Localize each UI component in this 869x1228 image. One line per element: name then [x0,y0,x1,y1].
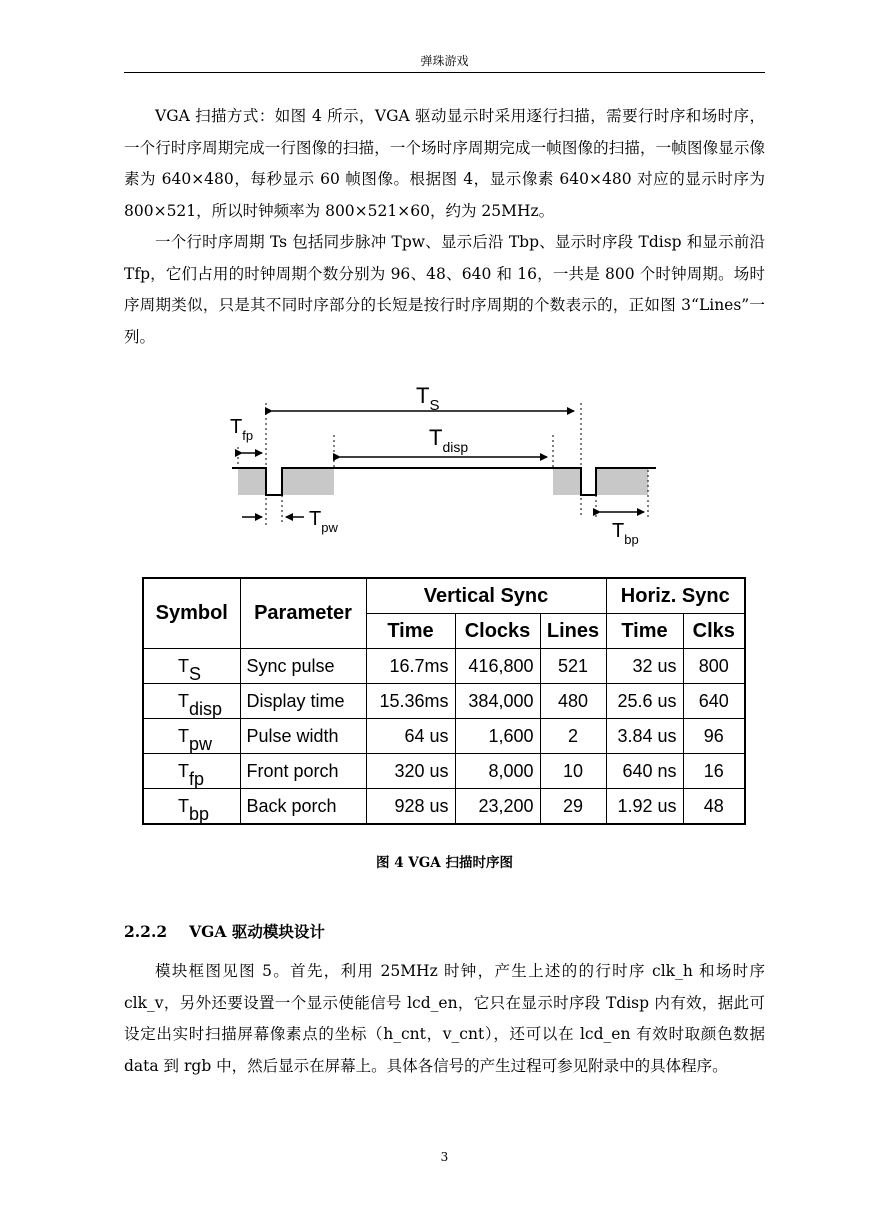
clocks-cell: 1,600 [455,719,540,754]
parameter-cell: Pulse width [240,719,366,754]
header-horizontal-sync: Horiz. Sync [606,578,745,614]
vtime-cell: 320 us [366,754,455,789]
parameter-cell: Front porch [240,754,366,789]
clks-cell: 640 [683,684,745,719]
paragraph-module-design: 模块框图见图 5。首先，利用 25MHz 时钟，产生上述的的行时序 clk_h 和场时序 clk_v，另外还要设置一个显示使能信号 lcd_en，它只在显示时序段 Tdisp 内有效，据此可设定出实时扫描屏幕像素点的坐标（h_cnt，v_cnt），还可以在 lcd_en 有效时取颜色数据 data 到 rgb 中，然后显示在屏幕上。具体各信号的产生过程可参见附录中的具体程序。 [124,962,765,1075]
clks-cell: 16 [683,754,745,789]
paragraph-line-period: 一个行时序周期 Ts 包括同步脉冲 Tpw、显示后沿 Tbp、显示时序段 Tdisp 和显示前沿 Tfp，它们占用的时钟周期个数分别为 96、48、640 和 16，一共是 800 个时钟周期。场时序周期类似，只是其不同时序部分的长短是按行时序周期的个数表示的，正如图 3“Lines”一列。 [124,233,765,346]
header-htime: Time [606,614,683,649]
section-number: 2.2.2 [124,922,168,941]
tbp-label: $T_{bp}$ [612,520,639,547]
symbol-cell: TS [143,649,240,684]
section-heading [124,920,325,942]
htime-cell: 32 us [606,649,683,684]
lines-cell: 521 [540,649,606,684]
table-header-row [143,578,745,614]
clocks-cell: 384,000 [455,684,540,719]
lines-cell: 10 [540,754,606,789]
table-row [143,719,745,754]
paragraph-vga-scan: VGA 扫描方式：如图 4 所示，VGA 驱动显示时采用逐行扫描，需要行时序和场时序，一个行时序周期完成一行图像的扫描，一个场时序周期完成一帧图像的扫描，一帧图像显示像素为 640×480，每秒显示 60 帧图像。根据图 4，显示像素 640×480 对应的显示时序为 800×521，所以时钟频率为 800×521×60，约为 25MHz。 [124,107,765,220]
lines-cell: 29 [540,789,606,825]
clocks-cell: 23,200 [455,789,540,825]
symbol-cell: Tpw [143,719,240,754]
vtime-cell: 16.7ms [366,649,455,684]
header-symbol: Symbol [143,578,240,649]
clks-cell: 48 [683,789,745,825]
porch-shade-left-2 [282,468,334,495]
parameter-cell: Back porch [240,789,366,825]
header-clocks: Clocks [455,614,540,649]
timing-parameter-table-wrapper [142,577,746,825]
section-title: VGA 驱动模块设计 [189,922,325,941]
timing-parameter-table [142,577,746,825]
htime-cell: 640 ns [606,754,683,789]
tfp-label: $T_{fp}$ [230,416,254,443]
htime-cell: 3.84 us [606,719,683,754]
clocks-cell: 8,000 [455,754,540,789]
ts-label: $T_S$ [416,383,440,414]
porch-shade-right-2 [596,468,648,495]
header-lines: Lines [540,614,606,649]
lines-cell: 480 [540,684,606,719]
figure-caption: 图 4 VGA 扫描时序图 [376,855,513,871]
header-clks: Clks [683,614,745,649]
header-vertical-sync: Vertical Sync [366,578,606,614]
porch-shade-left-1 [238,468,266,495]
timing-diagram [220,375,670,560]
vtime-cell: 928 us [366,789,455,825]
tdisp-label: $T_{disp}$ [429,425,469,455]
header-rule [124,72,765,73]
clks-cell: 800 [683,649,745,684]
running-header: 弹珠游戏 [420,54,469,68]
table-row [143,684,745,719]
timing-diagram-svg [220,375,670,560]
header-time: Time [366,614,455,649]
symbol-cell: Tfp [143,754,240,789]
parameter-cell: Display time [240,684,366,719]
parameter-cell: Sync pulse [240,649,366,684]
page-number: 3 [440,1150,449,1164]
header-parameter: Parameter [240,578,366,649]
htime-cell: 25.6 us [606,684,683,719]
table-row [143,649,745,684]
symbol-cell: Tbp [143,789,240,825]
porch-shade-right-1 [553,468,581,495]
table-row [143,789,745,825]
clks-cell: 96 [683,719,745,754]
htime-cell: 1.92 us [606,789,683,825]
lines-cell: 2 [540,719,606,754]
symbol-cell: Tdisp [143,684,240,719]
vtime-cell: 15.36ms [366,684,455,719]
table-row [143,754,745,789]
vtime-cell: 64 us [366,719,455,754]
clocks-cell: 416,800 [455,649,540,684]
tpw-label: $T_{pw}$ [309,508,338,535]
